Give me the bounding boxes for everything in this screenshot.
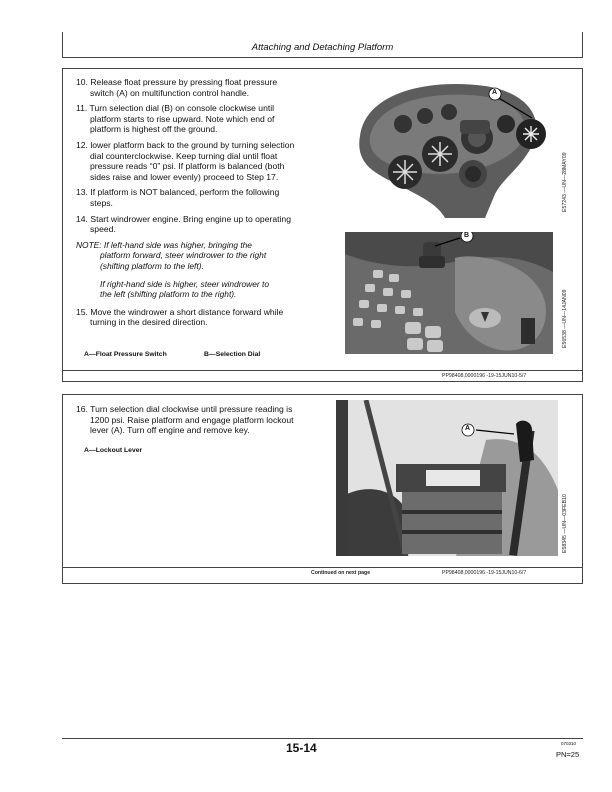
callout-b-label: B [464,232,470,239]
multifunction-handle-photo [355,76,559,218]
step-13-line-2: steps. [90,197,113,208]
step-15-line-1: 15. Move the windrower a short distance forward while [76,306,284,317]
section-1-ref: PP98408,0000196 -19-15JUN10-5/7 [442,373,527,379]
step-15-line-2: turning in the desired direction. [90,317,208,328]
step-10 [76,77,338,98]
page-number: 15-14 [286,741,317,755]
note-line-2: platform forward, steer windrower to the right [100,250,267,261]
step-16-line-3: lever (A). Turn off engine and remove key. [90,425,250,436]
image-1-code: E57243 —UN—28MAY09 [562,152,568,212]
multifunction-handle-illustration [355,76,559,218]
page-title: Attaching and Detaching Platform [251,42,394,53]
note2-line-1: If right-hand side is higher, steer windrower to [100,278,269,289]
note-block-2 [76,279,338,300]
footer-date-code: 070310 [561,741,577,746]
lockout-lever-illustration [336,400,558,556]
step-14-line-2: speed. [90,224,116,235]
step-13 [76,187,338,208]
step-14-line-1: 14. Start windrower engine. Bring engine up to operating [76,213,291,224]
step-12-line-2: dial counterclockwise. Keep turning dial until float [90,150,278,161]
legend-lockout: A—Lockout Lever [84,447,143,454]
step-10-line-1: 10. Release float pressure by pressing float pressure [76,77,278,87]
image-2-code: E56538 —UN—14JAN09 [562,289,568,348]
console-illustration [345,232,553,354]
step-12-line-3: pressure reads “0” psi. If platform is balanced (both [90,161,285,172]
section-1-ref-rule [62,370,583,371]
console-selection-dial-photo [345,232,553,354]
note-line-1: NOTE: If left-hand side was higher, bringing the [76,239,252,250]
footer-pn: PN=25 [556,750,580,759]
callout-a-label: A [492,89,498,96]
step-16-line-2: 1200 psi. Raise platform and engage platform lockout [90,414,294,425]
continued-note: Continued on next page [311,570,371,576]
header-rule [62,57,583,58]
step-12 [76,140,338,182]
note-block [76,240,338,272]
note-line-3: (shifting platform to the left). [100,260,204,271]
step-12-line-4: sides raise and lower evenly) proceed to Step 17. [90,171,279,182]
lockout-lever-photo [336,400,558,556]
section-2-ref-rule [62,567,583,568]
legend-b: B—Selection Dial [204,351,261,358]
step-11 [76,103,338,135]
step-11-line-2: platform starts to rise upward. Note which end of [90,113,275,124]
footer-rule [62,738,583,739]
section-2-text [76,404,338,436]
step-16 [76,404,338,436]
step-13-line-1: 13. If platform is NOT balanced, perform the following [76,187,280,198]
step-10-line-2: switch (A) on multifunction control handle. [90,87,250,98]
step-16-line-1: 16. Turn selection dial clockwise until pressure reading is [76,404,293,414]
step-15 [76,307,338,328]
note2-line-2: the left (shifting platform to the right). [100,289,237,300]
section-2-ref: PP98408,0000196 -19-15JUN10-6/7 [442,570,527,576]
callout-lockout-a-label: A [465,425,471,432]
image-3-code: E58345 —UN—03FEB10 [562,494,568,553]
step-14 [76,214,338,235]
step-12-line-1: 12. lower platform back to the ground by turning selection [76,139,295,150]
step-11-line-1: 11. Turn selection dial (B) on console clockwise until [76,103,275,114]
legend-a: A—Float Pressure Switch [84,351,167,358]
section-1-text [76,77,338,328]
step-11-line-3: platform is highest off the ground. [90,124,218,135]
